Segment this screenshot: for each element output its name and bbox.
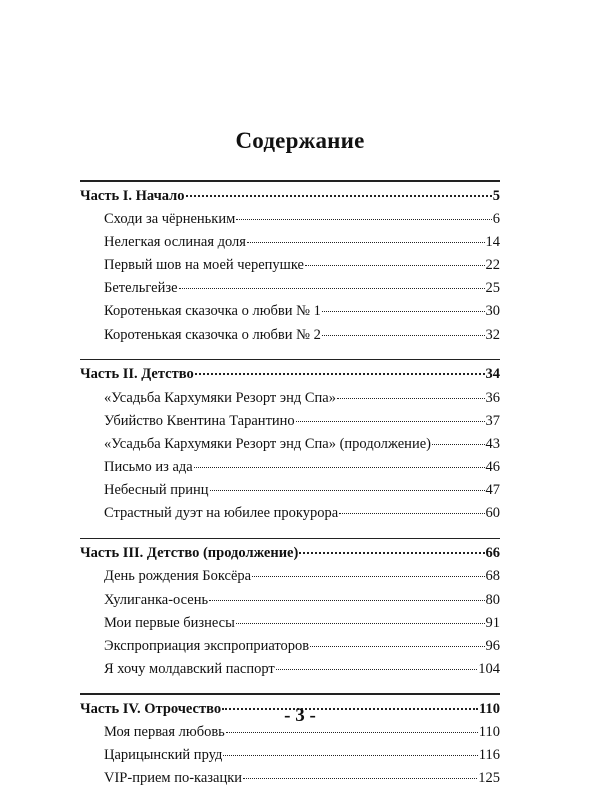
toc-entry xyxy=(80,502,500,525)
toc-page-number: 60 xyxy=(485,505,500,522)
toc-entry xyxy=(80,744,500,767)
toc-entry-title: Сходи за чёрненьким xyxy=(104,210,236,227)
toc-page-number: 43 xyxy=(485,435,500,452)
toc-page-number: 34 xyxy=(485,366,500,383)
toc-page-number: 30 xyxy=(485,303,500,320)
dot-leader xyxy=(339,512,484,514)
dot-leader xyxy=(322,310,485,312)
part-divider xyxy=(80,359,500,361)
toc-page-number: 37 xyxy=(485,412,500,429)
toc-entry xyxy=(80,300,500,323)
toc-page-number: 6 xyxy=(492,210,500,227)
toc-part-heading xyxy=(80,542,500,565)
dot-leader xyxy=(432,443,485,445)
toc-entry xyxy=(80,324,500,347)
toc-page-number: 66 xyxy=(485,545,500,562)
part-divider xyxy=(80,693,500,695)
toc-entry-title: Хулиганка-осень xyxy=(104,591,209,608)
toc-page-number: 47 xyxy=(485,482,500,499)
toc-page-number: 125 xyxy=(478,770,500,787)
toc-entry xyxy=(80,565,500,588)
toc-part-title: Часть II. Детство xyxy=(80,366,194,383)
toc-entry xyxy=(80,589,500,612)
toc-page-number: 116 xyxy=(478,747,500,764)
toc-page-number: 32 xyxy=(485,326,500,343)
toc-part-2 xyxy=(80,359,500,526)
dot-leader xyxy=(194,466,485,468)
toc-entry-title: Убийство Квентина Тарантино xyxy=(104,412,295,429)
toc-entry-title: VIP-прием по-казацки xyxy=(104,770,243,787)
toc-entry-title: Экспроприация экспроприаторов xyxy=(104,637,310,654)
toc-entry xyxy=(80,254,500,277)
toc-entry-title: «Усадьба Кархумяки Резорт энд Спа» (продолжение) xyxy=(104,435,431,452)
toc-page-number: 68 xyxy=(485,568,500,585)
toc-entry xyxy=(80,208,500,231)
toc-entry xyxy=(80,277,500,300)
toc-page-number: 104 xyxy=(478,661,500,678)
toc-entry xyxy=(80,387,500,410)
toc-entry-title: Письмо из ада xyxy=(104,459,193,476)
toc-part-heading xyxy=(80,363,500,386)
toc-page-number: 46 xyxy=(485,459,500,476)
toc-entry xyxy=(80,658,500,681)
toc-entry-title: Коротенькая сказочка о любви № 1 xyxy=(104,303,321,320)
dot-leader xyxy=(209,599,484,601)
part-divider xyxy=(80,538,500,540)
toc-entry xyxy=(80,635,500,658)
toc-page-number: 80 xyxy=(485,591,500,608)
toc-part-title: Часть III. Детство (продолжение) xyxy=(80,545,299,562)
toc-entry xyxy=(80,231,500,254)
page-number-footer: - 3 - xyxy=(284,705,316,726)
dot-leader xyxy=(310,645,484,647)
toc-part-title: Часть IV. Отрочество xyxy=(80,700,222,717)
toc-page-number: 91 xyxy=(485,614,500,631)
toc-entry xyxy=(80,433,500,456)
toc-entry-title: День рождения Боксёра xyxy=(104,568,252,585)
dot-leader xyxy=(195,372,485,375)
toc-page-number: 110 xyxy=(478,723,500,740)
dot-leader xyxy=(299,551,484,554)
dot-leader xyxy=(226,731,478,733)
toc-page-number: 36 xyxy=(485,389,500,406)
toc-entry xyxy=(80,612,500,635)
dot-leader xyxy=(236,218,491,220)
toc-part-3 xyxy=(80,538,500,682)
toc-entry-title: Бетельгейзе xyxy=(104,280,178,297)
toc-entry xyxy=(80,410,500,433)
toc-entry xyxy=(80,479,500,502)
toc-entry xyxy=(80,456,500,479)
toc-page-number: 96 xyxy=(485,637,500,654)
dot-leader xyxy=(179,287,485,289)
dot-leader xyxy=(322,334,485,336)
toc-entry-title: Мои первые бизнесы xyxy=(104,614,235,631)
page-title: Содержание xyxy=(235,128,365,153)
toc-entry-title: Царицынский пруд xyxy=(104,747,223,764)
toc-part-title: Часть I. Начало xyxy=(80,187,185,204)
toc-entry xyxy=(80,767,500,790)
dot-leader xyxy=(243,777,477,779)
toc-entry-title: Нелегкая ослиная доля xyxy=(104,233,246,250)
dot-leader xyxy=(223,754,477,756)
toc-page-number: 14 xyxy=(485,233,500,250)
dot-leader xyxy=(186,194,492,197)
toc-part-1 xyxy=(80,180,500,347)
toc-entry-title: Моя первая любовь xyxy=(104,723,225,740)
dot-leader xyxy=(247,241,485,243)
dot-leader xyxy=(296,420,485,422)
toc-entry-title: Страстный дуэт на юбилее прокурора xyxy=(104,505,339,522)
toc-entry-title: Я хочу молдавский паспорт xyxy=(104,661,275,678)
toc-entry-title: Небесный принц xyxy=(104,482,209,499)
dot-leader xyxy=(337,397,485,399)
toc-page-number: 5 xyxy=(492,187,500,204)
toc-page-number: 22 xyxy=(485,257,500,274)
toc-page-number: 110 xyxy=(479,700,500,717)
dot-leader xyxy=(236,622,485,624)
dot-leader xyxy=(210,489,485,491)
toc-entry-title: Коротенькая сказочка о любви № 2 xyxy=(104,326,321,343)
toc-part-heading xyxy=(80,185,500,208)
part-divider xyxy=(80,180,500,182)
toc-entry-title: «Усадьба Кархумяки Резорт энд Спа» xyxy=(104,389,336,406)
dot-leader xyxy=(252,575,484,577)
dot-leader xyxy=(305,264,485,266)
toc-entry-title: Первый шов на моей черепушке xyxy=(104,257,304,274)
dot-leader xyxy=(276,668,478,670)
toc-page-number: 25 xyxy=(485,280,500,297)
